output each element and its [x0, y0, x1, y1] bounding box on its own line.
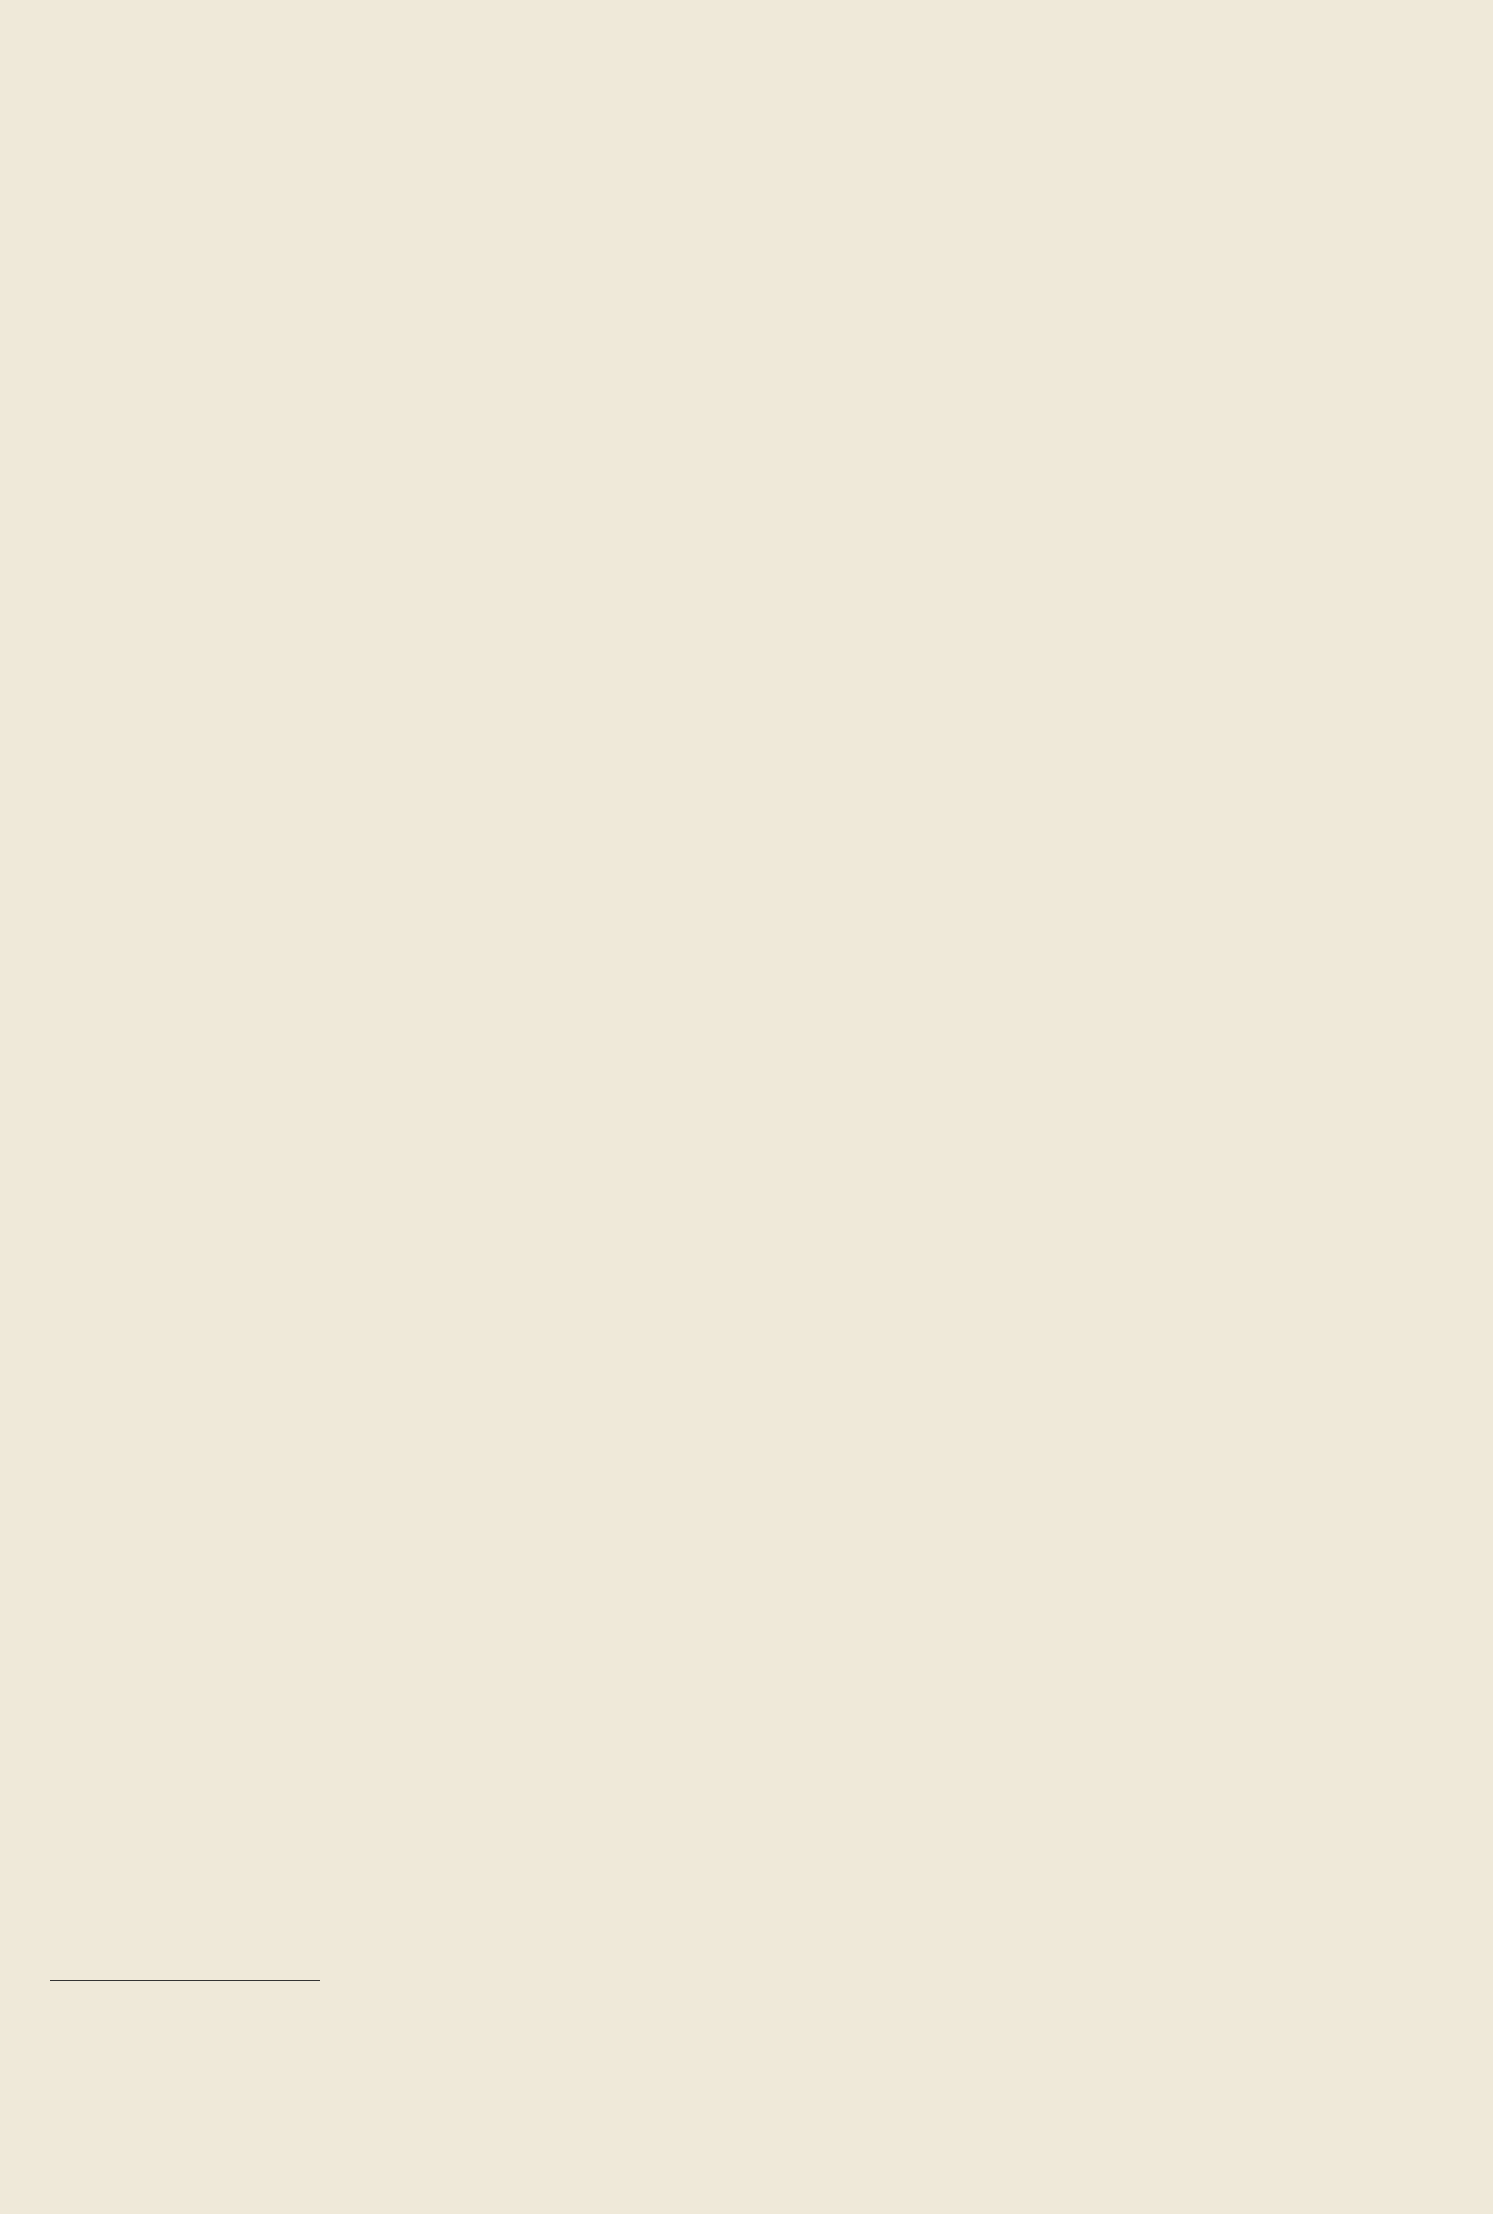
footnote-rule: [50, 1980, 320, 1981]
